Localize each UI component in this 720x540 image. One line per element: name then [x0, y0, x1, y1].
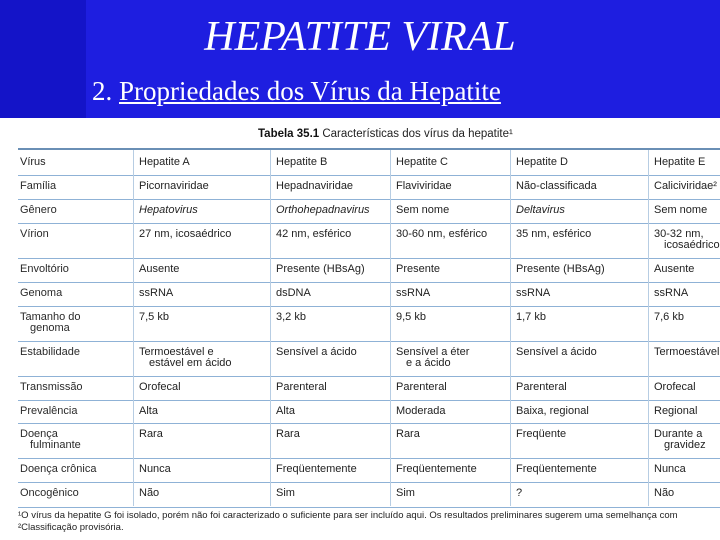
table-cell-line: Ausente	[654, 263, 695, 275]
table-cell-line: Freqüentemente	[396, 463, 477, 475]
table-cell-line: Parenteral	[516, 381, 567, 393]
table-cell-line: Rara	[276, 428, 300, 440]
table-cell	[139, 181, 209, 192]
table-cell	[139, 312, 169, 323]
table-cell-line: 7,6 kb	[654, 311, 684, 323]
table-caption	[258, 128, 513, 140]
table-row	[18, 342, 720, 377]
table-cell	[654, 264, 694, 275]
subtitle-text: Propriedades dos Vírus da Hepatite	[119, 76, 501, 106]
table-row	[18, 224, 720, 259]
table-cell-line: Nunca	[654, 463, 686, 475]
column-divider	[648, 150, 649, 506]
row-label-line: Família	[20, 180, 57, 192]
table-cell-line: Caliciviridae²	[654, 180, 717, 192]
table-cell-line: Rara	[139, 428, 163, 440]
table-cell	[516, 347, 597, 358]
row-divider	[18, 376, 720, 377]
table-cell	[516, 464, 597, 475]
table-cell	[516, 181, 597, 192]
table-cell-line: Ausente	[139, 263, 180, 275]
row-divider	[18, 282, 720, 283]
row-divider	[18, 458, 720, 459]
table-cell	[396, 181, 452, 192]
table-cell-line: dsDNA	[276, 287, 311, 299]
table-row	[18, 459, 720, 483]
row-divider	[18, 482, 720, 483]
row-label	[20, 464, 96, 475]
table-caption-text: Características dos vírus da hepatite¹	[322, 128, 513, 140]
table-cell-line: 1,7 kb	[516, 311, 546, 323]
table-cell-line: Flaviviridae	[396, 180, 452, 192]
row-divider	[18, 400, 720, 401]
row-label-line: Transmissão	[20, 381, 83, 393]
table-cell-line: Freqüentemente	[276, 463, 357, 475]
column-divider	[133, 150, 134, 506]
row-label	[20, 181, 56, 192]
table-cell-line: Hepadnaviridae	[276, 180, 354, 192]
table-cell	[396, 347, 469, 369]
row-label	[20, 288, 62, 299]
table-cell	[396, 488, 415, 499]
table-cell	[516, 488, 522, 499]
footnote: ²Classificação provisória.	[18, 522, 124, 533]
table-row	[18, 283, 720, 307]
table-cell	[654, 288, 688, 299]
table-cell-line: ssRNA	[139, 287, 174, 299]
table-cell-line: Presente (HBsAg)	[276, 263, 365, 275]
table-row	[18, 377, 720, 401]
table-cell-line: 27 nm, icosaédrico	[139, 228, 232, 240]
table-cell	[396, 464, 477, 475]
row-label	[20, 264, 69, 275]
table-cell-line: Baixa, regional	[516, 405, 589, 417]
table-cell	[516, 229, 591, 240]
table-cell-line: Orofecal	[654, 381, 696, 393]
table-cell-line: Alta	[276, 405, 295, 417]
row-label-line: Estabilidade	[20, 346, 80, 358]
table-caption-label: Tabela 35.1	[258, 128, 320, 140]
table-cell	[654, 382, 696, 393]
column-divider	[270, 150, 271, 506]
table-cell	[139, 264, 179, 275]
table-cell	[276, 406, 295, 417]
table-cell	[396, 229, 487, 240]
table-cell-line: Sensível a éter	[396, 346, 470, 358]
table-cell-line: Nunca	[139, 463, 171, 475]
table-cell-line: icosaédrico	[664, 239, 720, 251]
table-cell-line: Sensível a ácido	[516, 346, 597, 358]
table-cell	[276, 347, 357, 358]
table-cell	[276, 264, 365, 275]
table-cell-line: Regional	[654, 405, 698, 417]
row-label-line: Gênero	[20, 204, 57, 216]
footnote: ¹O vírus da hepatite G foi isolado, porém não foi caracterizado o suficiente para ser incluído aqui. Os resultados preliminares sugerem uma semelhança com	[18, 510, 678, 521]
column-header: Hepatite B	[276, 156, 328, 168]
row-label	[20, 312, 81, 334]
table-cell	[516, 312, 546, 323]
table-cell-line: ssRNA	[654, 287, 689, 299]
row-divider	[18, 423, 720, 424]
row-label	[20, 406, 77, 417]
table-cell	[276, 205, 370, 216]
table-cell-line: Não	[139, 487, 160, 499]
table-cell	[516, 406, 589, 417]
table-cell	[654, 464, 686, 475]
row-divider	[18, 306, 720, 307]
table-cell	[139, 229, 231, 240]
table-cell-line: Parenteral	[396, 381, 447, 393]
table-cell-line: Orthohepadnavirus	[276, 204, 370, 216]
table-cell-line: Sim	[276, 487, 295, 499]
row-label	[20, 429, 81, 451]
table-cell	[654, 205, 707, 216]
table-cell	[516, 264, 605, 275]
column-header: Hepatite A	[139, 156, 190, 168]
table-cell	[276, 429, 300, 440]
table-row	[18, 424, 720, 459]
table-cell	[396, 312, 426, 323]
table-cell-line: Termoestável	[654, 346, 720, 358]
column-header: Vírus	[20, 156, 46, 168]
table-cell	[396, 406, 446, 417]
table-cell-line: Sem nome	[654, 204, 708, 216]
row-label-line: genoma	[30, 322, 70, 334]
row-label-line: Doença	[20, 428, 58, 440]
table-cell	[139, 488, 159, 499]
table-cell	[276, 312, 306, 323]
table-cell-line: 3,2 kb	[276, 311, 306, 323]
table-cell-line: Presente	[396, 263, 441, 275]
row-divider	[18, 175, 720, 176]
row-label-line: Tamanho do	[20, 311, 81, 323]
row-label-line: Genoma	[20, 287, 63, 299]
table-cell	[139, 347, 232, 369]
column-header: Hepatite C	[396, 156, 448, 168]
column-divider	[510, 150, 511, 506]
table-cell	[276, 181, 353, 192]
table-cell-line: Sim	[396, 487, 415, 499]
row-divider	[18, 341, 720, 342]
table-cell	[396, 382, 447, 393]
table-cell	[139, 288, 173, 299]
table-cell-line: Freqüentemente	[516, 463, 597, 475]
table-cell	[139, 464, 171, 475]
table-cell-line: 9,5 kb	[396, 311, 426, 323]
table-cell	[516, 205, 565, 216]
table-cell-line: Rara	[396, 428, 420, 440]
subtitle-number: 2.	[92, 76, 113, 106]
table-cell-line: Deltavirus	[516, 204, 565, 216]
table-cell-line: Presente (HBsAg)	[516, 263, 605, 275]
table-header-row	[18, 152, 720, 176]
table-cell-line: Sem nome	[396, 204, 450, 216]
table-cell	[654, 429, 706, 451]
table-row	[18, 401, 720, 424]
table-cell-line: Não-classificada	[516, 180, 597, 192]
row-divider	[18, 258, 720, 259]
table-cell	[516, 382, 567, 393]
row-label-line: Envoltório	[20, 263, 69, 275]
table-row	[18, 176, 720, 200]
table-cell	[276, 464, 357, 475]
column-header: Hepatite D	[516, 156, 568, 168]
table-cell-line: ssRNA	[516, 287, 551, 299]
table-row	[18, 483, 720, 507]
row-label	[20, 382, 83, 393]
column-header: Hepatite E	[654, 156, 706, 168]
row-label-line: Vírion	[20, 228, 49, 240]
table-cell-line: Moderada	[396, 405, 446, 417]
row-divider	[18, 223, 720, 224]
table-cell-line: e a ácido	[406, 357, 451, 369]
table-row	[18, 200, 720, 224]
row-label-line: fulminante	[30, 439, 81, 451]
table-row	[18, 307, 720, 342]
table-cell	[276, 288, 311, 299]
table-cell	[654, 229, 720, 251]
table-cell	[654, 347, 719, 358]
table-cell	[139, 382, 181, 393]
table-cell	[276, 229, 351, 240]
table-cell-line: Parenteral	[276, 381, 327, 393]
table-cell	[139, 205, 198, 216]
row-label	[20, 205, 57, 216]
row-label	[20, 347, 80, 358]
table-cell-line: 42 nm, esférico	[276, 228, 352, 240]
table-cell	[396, 429, 420, 440]
row-label	[20, 229, 49, 240]
table-cell-line: Termoestável e	[139, 346, 214, 358]
table-cell	[654, 312, 684, 323]
table-cell-line: Não	[654, 487, 675, 499]
table-cell	[654, 406, 697, 417]
row-label-line: Doença crônica	[20, 463, 97, 475]
table-cell	[396, 205, 449, 216]
table-cell	[139, 429, 163, 440]
table-cell-line: Freqüente	[516, 428, 567, 440]
table-cell	[396, 288, 430, 299]
table-cell-line: ?	[516, 487, 523, 499]
table-cell-line: Durante a	[654, 428, 703, 440]
table-cell-line: 30-32 nm,	[654, 228, 704, 240]
table-cell-line: Hepatovirus	[139, 204, 198, 216]
slide-subtitle	[92, 74, 501, 108]
table-cell	[516, 288, 550, 299]
table-cell-line: Alta	[139, 405, 158, 417]
row-label-line: Prevalência	[20, 405, 78, 417]
table-cell	[276, 382, 327, 393]
row-label-line: Oncogênico	[20, 487, 79, 499]
slide-title: HEPATITE VIRAL	[204, 14, 516, 60]
table-cell	[654, 488, 674, 499]
table-cell-line: gravidez	[664, 439, 706, 451]
table-cell	[396, 264, 440, 275]
table-cell-line: 30-60 nm, esférico	[396, 228, 488, 240]
table-cell-line: Orofecal	[139, 381, 181, 393]
table-cell	[276, 488, 295, 499]
table-cell	[139, 406, 158, 417]
row-label	[20, 488, 79, 499]
table-cell	[654, 181, 717, 192]
table-bottom-rule	[18, 507, 720, 508]
table-cell-line: Sensível a ácido	[276, 346, 357, 358]
table-cell	[516, 429, 566, 440]
table-top-rule	[18, 148, 720, 150]
row-divider	[18, 199, 720, 200]
table-cell-line: estável em ácido	[149, 357, 232, 369]
table-cell-line: ssRNA	[396, 287, 431, 299]
table-cell-line: 35 nm, esférico	[516, 228, 592, 240]
table-row	[18, 259, 720, 283]
column-divider	[390, 150, 391, 506]
table-cell-line: Picornaviridae	[139, 180, 209, 192]
table-cell-line: 7,5 kb	[139, 311, 169, 323]
